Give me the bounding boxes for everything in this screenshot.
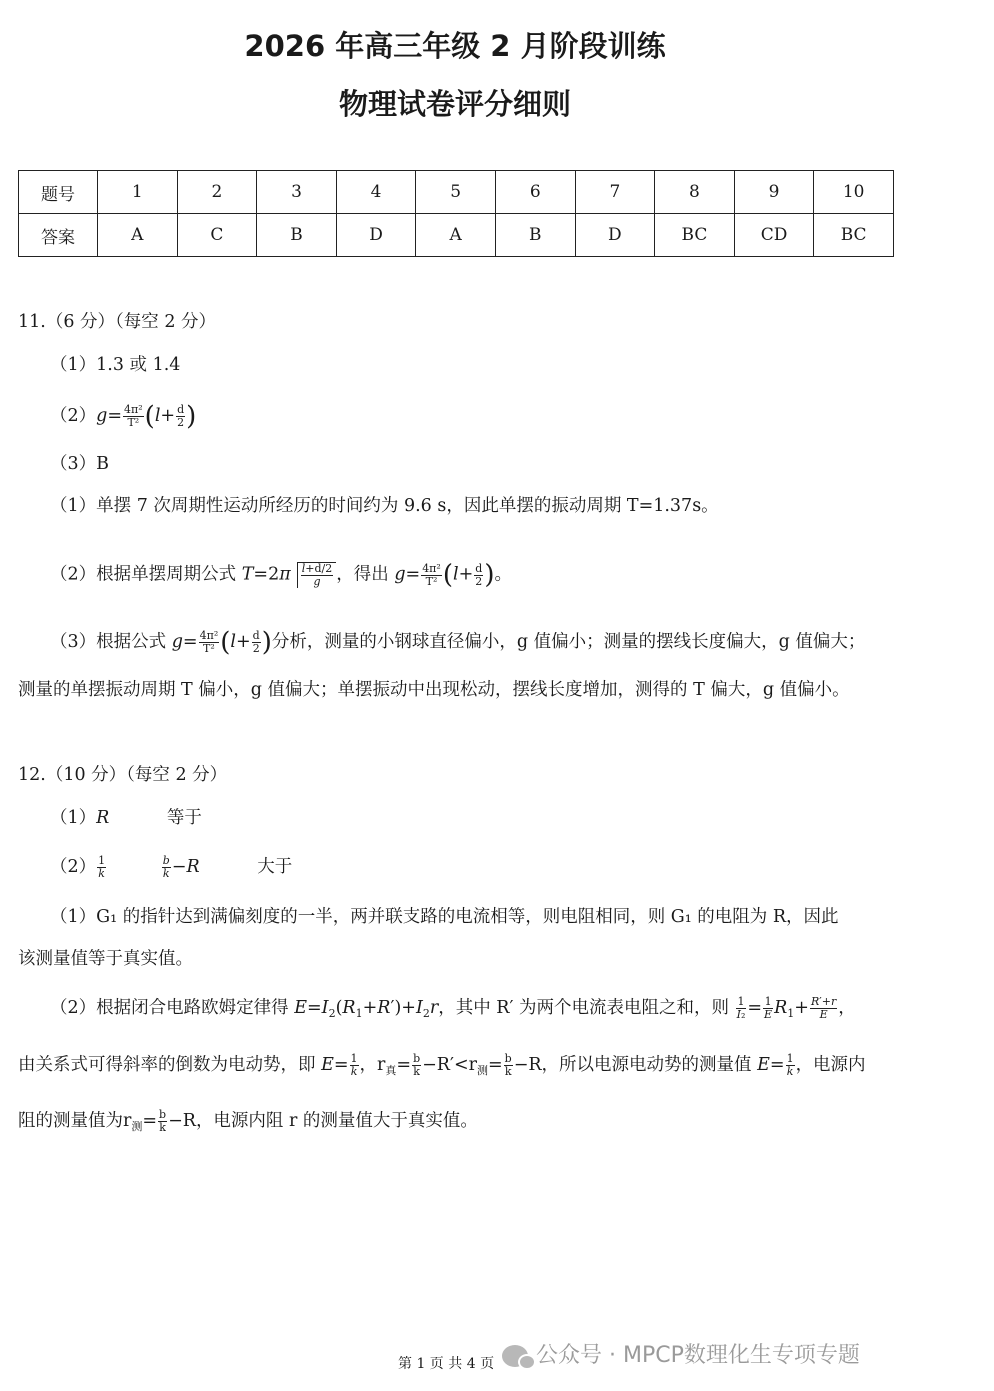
page-subtitle: 物理试卷评分细则: [338, 87, 571, 121]
watermark: 公众号 · MPCP数理化生专项专题: [502, 1338, 860, 1369]
page-footer: 第 1 页 共 4 页: [398, 1356, 495, 1372]
table-cell: B: [495, 214, 575, 257]
table-cell: 1: [98, 171, 178, 214]
table-cell: A: [416, 214, 496, 257]
table-cell: A: [98, 214, 178, 257]
question-number-row: [19, 171, 894, 214]
answer-row: [19, 214, 894, 257]
table-cell: 7: [575, 171, 655, 214]
table-cell: 3: [257, 171, 337, 214]
wechat-icon: [502, 1345, 528, 1367]
table-cell: 9: [734, 171, 814, 214]
q12-header: 12.（10 分）（每空 2 分）: [18, 765, 228, 785]
table-cell: 8: [655, 171, 735, 214]
row-label: 答案: [19, 214, 98, 257]
q12-explanation-1-cont: 该测量值等于真实值。: [18, 949, 193, 969]
table-cell: 6: [495, 171, 575, 214]
table-cell: BC: [814, 214, 894, 257]
table-cell: 2: [177, 171, 257, 214]
q11-answer-2: （2）g= $\frac{\text{4π²}}{\text{T²}}$ (l+ $\frac{d}{2}$ ): [50, 401, 197, 432]
q11-explanation-3: （3）根据公式 g= $\frac{\text{4π²}}{\text{T²}}$ (l+ $\frac{d}{2}$ )分析，测量的小钢球直径偏小，g 值偏小；测量的摆线长度偏大，g 值偏大；: [50, 627, 866, 658]
table-cell: 4: [336, 171, 416, 214]
q11-answer-3: （3）B: [50, 454, 109, 474]
page-title: 2026 年高三年级 2 月阶段训练: [244, 29, 666, 63]
q12-answer-2: （2） $\frac{1}{k}$ $\frac{b}{k}$ −R 大于: [50, 854, 293, 880]
row-label: 题号: [19, 171, 98, 214]
q12-explanation-1: （1）G₁ 的指针达到满偏刻度的一半，两并联支路的电流相等，则电阻相同，则 G₁ 的电阻为 R，因此: [50, 907, 839, 927]
q11-explanation-1: （1）单摆 7 次周期性运动所经历的时间约为 9.6 s，因此单摆的振动周期 T=1.37s。: [50, 496, 719, 516]
table-cell: BC: [655, 214, 735, 257]
q12-explanation-2-line2: 由关系式可得斜率的倒数为电动势，即 E= $\frac{1}{k}$ ，$r_真=$ $\frac{b}{k}$ $-R'<r_测=$ $\frac{b}{k}$ −R，所以电源电动势的测量值 E= $\frac{1}{k}$ ，电源内: [18, 1052, 866, 1078]
q11-answer-1: （1）1.3 或 1.4: [50, 355, 181, 375]
q12-explanation-2-line3: 阻的测量值为$r_测=$ $\frac{b}{k}$ −R，电源内阻 r 的测量值大于真实值。: [18, 1108, 478, 1134]
q12-answer-1: （1）R 等于: [50, 808, 202, 828]
table-cell: CD: [734, 214, 814, 257]
table-cell: B: [257, 214, 337, 257]
q11-header: 11.（6 分）（每空 2 分）: [18, 312, 217, 332]
table-cell: D: [575, 214, 655, 257]
q12-explanation-2: （2）根据闭合电路欧姆定律得 $E=I_2(R_1+R')+I_2r$，其中 R′ 为两个电流表电阻之和，则 $\frac{1}{\text{I₂}}$ = $\frac{1}{E}$ $R_1+$ $\frac{R'+r}{E}$ ，: [50, 995, 856, 1021]
q11-explanation-3-cont: 测量的单摆振动周期 T 偏小，g 值偏大；单摆振动中出现松动，摆线长度增加，测得的 T 偏大，g 值偏小。: [18, 680, 850, 700]
table-cell: 5: [416, 171, 496, 214]
table-cell: D: [336, 214, 416, 257]
answer-table: [18, 170, 894, 257]
table-cell: C: [177, 214, 257, 257]
table-cell: 10: [814, 171, 894, 214]
q11-explanation-2: （2）根据单摆周期公式 T=2π $\frac{l+d/2}{g}$ ，得出 g= $\frac{\text{4π²}}{\text{T²}}$ (l+ $\frac{d}{2}$ )。: [50, 560, 512, 590]
